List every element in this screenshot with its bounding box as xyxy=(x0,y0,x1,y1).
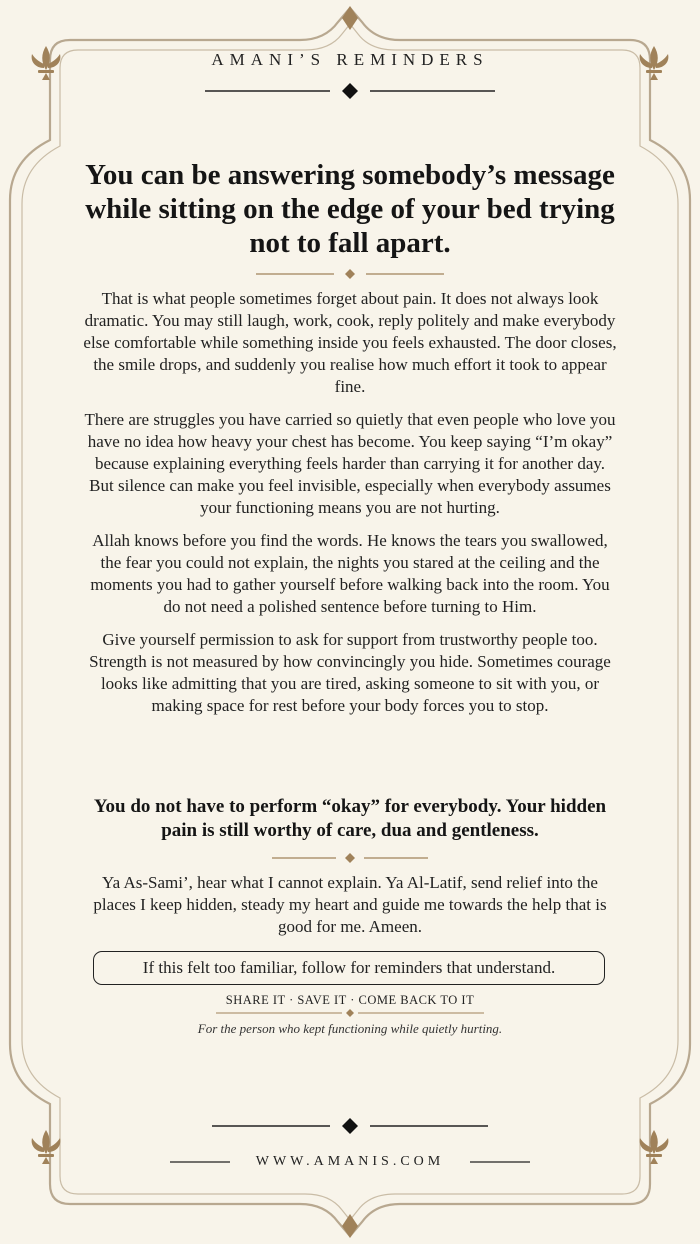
follow-cta-box[interactable] xyxy=(93,951,605,985)
share-line: SHARE IT · SAVE IT · COME BACK TO IT xyxy=(225,993,475,1007)
diamond-icon xyxy=(346,1009,354,1017)
dua-prayer: Ya As-Sami’, hear what I cannot explain. Ya Al-Latif, send relief into the places I keep hidden, steady my heart and guide me towards the help that is good for me. Ameen. xyxy=(93,873,607,936)
emphasis-statement: You do not have to perform “okay” for everybody. Your hidden pain is still worthy of care, dua and gentleness. xyxy=(93,796,607,841)
diamond-icon xyxy=(345,269,355,279)
follow-cta-label: If this felt too familiar, follow for reminders that understand. xyxy=(142,958,556,977)
brand-title: AMANI’S REMINDERS xyxy=(211,50,489,69)
tagline: For the person who kept functioning while quietly hurting. xyxy=(197,1021,503,1036)
body-text xyxy=(82,288,618,728)
website-link[interactable]: WWW.AMANIS.COM xyxy=(255,1154,445,1169)
diamond-icon xyxy=(345,853,355,863)
paragraph: Allah knows before you find the words. He knows the tears you swallowed, the fear you could not explain, the nights you stared at the ceiling and the moments you had to gather yourself before walking back into the room. You do not need a polished sentence before turning to Him. xyxy=(90,531,610,616)
paragraph: Give yourself permission to ask for support from trustworthy people too. Strength is not measured by how convincingly you hide. Sometimes courage looks like admitting that you are tired, asking someone to sit with you, or making space for rest before your body forces you to stop. xyxy=(89,630,611,715)
headline: You can be answering somebody’s message while sitting on the edge of your bed trying not to fall apart. xyxy=(85,159,615,259)
paragraph: That is what people sometimes forget about pain. It does not always look dramatic. You may still laugh, work, cook, reply politely and make everybody else comfortable while something inside you feels exhausted. The door closes, the smile drops, and suddenly you realise how much effort it took to appear fine. xyxy=(83,289,617,396)
diamond-icon xyxy=(341,82,359,100)
paragraph: There are struggles you have carried so quietly that even people who love you have no idea how heavy your chest has become. You keep saying “I’m okay” because explaining everything feels harder than carrying it for another day. But silence can make you feel invisible, especially when everybody assumes your functioning means you are not hurting. xyxy=(84,410,616,517)
diamond-icon xyxy=(341,1117,359,1135)
